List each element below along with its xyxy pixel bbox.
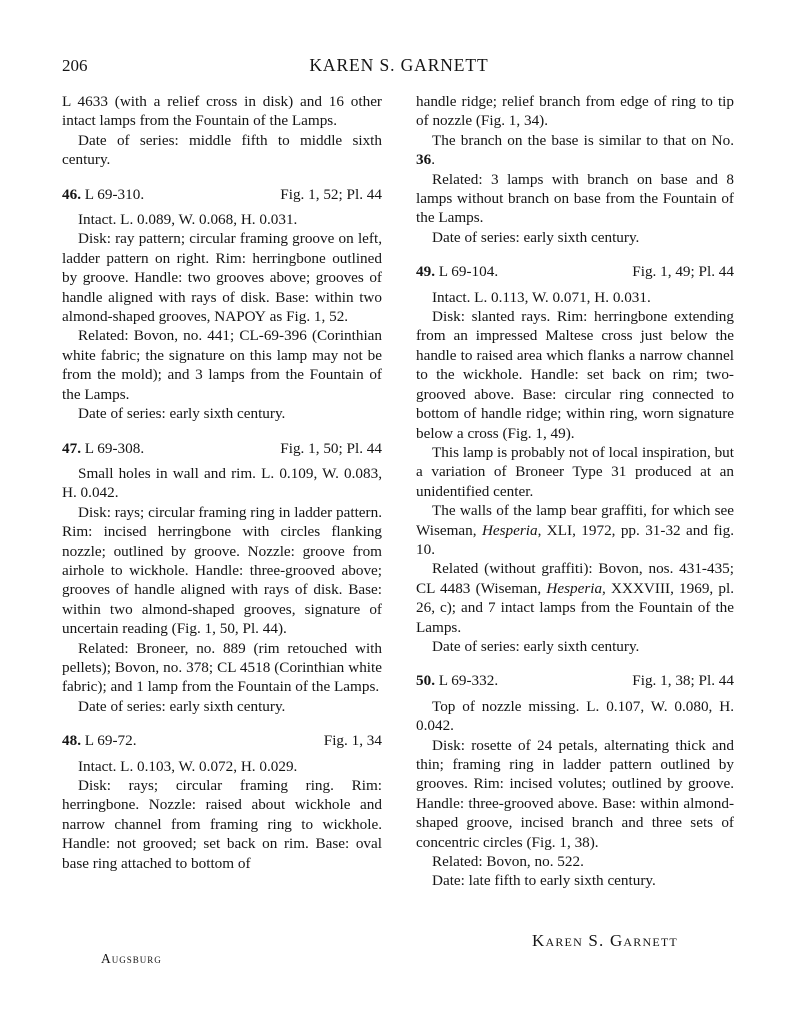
entry-48-figure-ref: Fig. 1, 34 [323, 732, 382, 750]
entry-46-description-end: as Fig. 1, 52. [265, 308, 349, 326]
entry-49-related [416, 559, 734, 637]
page-number: 206 [62, 56, 88, 75]
entry-49-date: Date of series: early sixth century. [432, 637, 640, 655]
entry-47-description: Disk: rays; circular framing ring in ladder pattern. Rim: incised herringbone with circles flanking nozzle; outlined by groove. Nozzle: groove from airhole to wickhole. Handle: three-grooved above; grooves of handle aligned with rays of disk. Base: within two almond-shaped grooves, signature of uncertain reading (Fig. 1, 50, Pl. 44). [62, 503, 382, 638]
entry-46-number: 46. [62, 185, 81, 203]
left-column [62, 92, 382, 873]
entry-50-date: Date: late fifth to early sixth century. [432, 872, 656, 890]
entry-46-signature: ΝΑΡΟΥ [214, 308, 266, 326]
entry-48-description-continued: handle ridge; relief branch from edge of ring to tip of nozzle (Fig. 1, 34). [416, 93, 734, 130]
entry-46-heading [62, 185, 382, 204]
place-name: Augsburg [101, 951, 162, 966]
entry-46-condition: Intact. L. 0.089, W. 0.068, H. 0.031. [78, 211, 298, 229]
entry-49-graffiti-journal: Hesperia [481, 521, 538, 539]
entry-46-description-text: Disk: ray pattern; circular framing groove on left, ladder pattern on right. Rim: herringbone outlined by groove. Handle: two grooves above; grooves of handle aligned with rays of disk. Base: within two almond-shaped grooves, [62, 230, 382, 326]
entry-49-heading [416, 262, 734, 281]
entry-47-figure-ref: Fig. 1, 50; Pl. 44 [280, 439, 382, 457]
entry-48-note-end: . [431, 151, 435, 169]
entry-48-note [416, 131, 734, 170]
entry-49-figure-ref: Fig. 1, 49; Pl. 44 [632, 263, 734, 281]
entry-47-condition: Small holes in wall and rim. L. 0.109, W. 0.083, H. 0.042. [62, 464, 382, 502]
entry-49-graffiti-text: The walls of the lamp bear graffiti, for which see Wiseman, [416, 502, 734, 539]
entry-46-related: Related: Bovon, no. 441; CL-69-396 (Corinthian white fabric; the signature on this lamp may not be from the mold); and 3 lamps from the Fountain of the Lamps. [62, 327, 382, 403]
entry-48-inventory: L 69-72. [84, 732, 137, 750]
entry-49-related-text: Related (without graffiti): Bovon, nos. 431-435; CL 4483 (Wiseman, [416, 560, 734, 597]
entry-50-description: Disk: rosette of 24 petals, alternating thick and thin; framing ring in ladder pattern outlined by grooves. Rim: incised volutes; outlined by groove. Handle: three-grooved above. Base: within almond-shaped groove, incised branch and three sets of concentric circles (Fig. 1, 38). [416, 736, 734, 851]
entry-48-note-text: The branch on the base is similar to that on No. [432, 131, 734, 149]
entry-47-number: 47. [62, 439, 81, 457]
entry-49-graffiti-citation: , XLI, 1972, pp. 31-32 and fig. 10. [416, 521, 734, 558]
entry-50-title [416, 671, 498, 690]
entry-48-title [62, 731, 137, 750]
entry-48-condition: Intact. L. 0.103, W. 0.072, H. 0.029. [78, 757, 298, 775]
entry-49-description: Disk: slanted rays. Rim: herringbone extending from an impressed Maltese cross just below the handle to raised area which flanks a narrow channel to the wickhole. Handle: set back on rim; two-grooved above. Base: circular ring connected to bottom of handle ridge; within ring, worn signature below a cross (Fig. 1, 49). [416, 308, 734, 442]
entry-48-number: 48. [62, 732, 81, 750]
entry-46-date: Date of series: early sixth century. [78, 405, 286, 423]
entry-49-graffiti-note [416, 501, 734, 559]
entry-47-date: Date of series: early sixth century. [78, 697, 286, 715]
entry-46-inventory: L 69-310. [84, 185, 145, 203]
entry-47-related: Related: Broneer, no. 889 (rim retouched with pellets); Bovon, no. 378; CL 4518 (Corinthian white fabric); and 1 lamp from the Fountain of the Lamps. [62, 639, 382, 696]
author-signature: Karen S. Garnett [532, 931, 678, 950]
entry-50-heading [416, 671, 734, 690]
entry-50-condition: Top of nozzle missing. L. 0.107, W. 0.080, H. 0.042. [416, 697, 734, 735]
entry-50-inventory: L 69-332. [438, 672, 499, 690]
right-column [416, 92, 734, 891]
entry-46-title [62, 185, 144, 204]
entry-49-title [416, 262, 498, 281]
entry-46-figure-ref: Fig. 1, 52; Pl. 44 [280, 185, 382, 203]
entry-49-condition: Intact. L. 0.113, W. 0.071, H. 0.031. [432, 288, 651, 306]
entry-47-title [62, 439, 144, 458]
running-head: KAREN S. GARNETT [309, 55, 489, 75]
entry-46-description [62, 229, 382, 326]
entry-47-heading [62, 439, 382, 458]
intro-paragraph: L 4633 (with a relief cross in disk) and 16 other intact lamps from the Fountain of the Lamps. [62, 93, 382, 130]
entry-50-figure-ref: Fig. 1, 38; Pl. 44 [632, 672, 734, 690]
intro-date: Date of series: middle fifth to middle sixth century. [62, 131, 382, 169]
entry-49-number: 49. [416, 263, 435, 281]
entry-48-note-ref: 36 [416, 151, 432, 169]
entry-50-number: 50. [416, 672, 435, 690]
entry-49-commentary: This lamp is probably not of local inspiration, but a variation of Broneer Type 31 produced at an unidentified center. [416, 443, 734, 500]
entry-50-related: Related: Bovon, no. 522. [432, 853, 584, 871]
entry-48-heading [62, 731, 382, 750]
entry-48-description: Disk: rays; circular framing ring. Rim: herringbone. Nozzle: raised about wickhole and narrow channel from framing ring to wickhole. Handle: not grooved; set back on rim. Base: oval base ring attached to bottom of [62, 777, 382, 872]
entry-49-inventory: L 69-104. [438, 263, 499, 281]
entry-49-related-citation: , XXXVIII, 1969, pl. 26, c); and 7 intact lamps from the Fountain of the Lamps. [416, 579, 734, 636]
entry-47-inventory: L 69-308. [84, 439, 145, 457]
entry-49-related-journal: Hesperia [546, 579, 603, 597]
entry-48-date: Date of series: early sixth century. [432, 228, 640, 246]
entry-48-related: Related: 3 lamps with branch on base and 8 lamps without branch on base from the Fountain of the Lamps. [416, 170, 734, 227]
